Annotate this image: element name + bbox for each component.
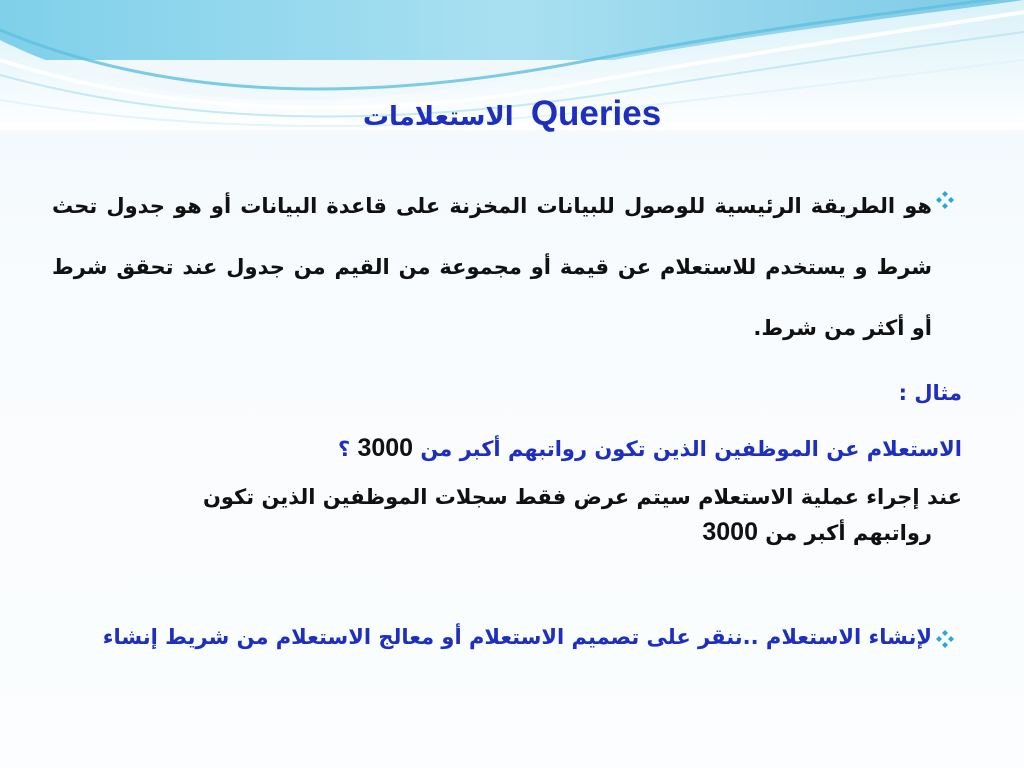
example-answer-line2-text: رواتبهم أكبر من — [765, 521, 932, 545]
title-arabic: الاستعلامات — [362, 102, 514, 132]
example-question-number: 3000 — [357, 434, 414, 462]
example-answer-number: 3000 — [702, 518, 758, 546]
example-question — [338, 432, 962, 465]
title-english: Queries — [530, 94, 662, 133]
slide-title — [0, 92, 1024, 139]
example-answer-line2 — [102, 515, 932, 551]
example-question-mark: ؟ — [337, 437, 351, 461]
diamond-bullet-icon — [934, 189, 956, 211]
diamond-bullet-icon — [934, 628, 956, 650]
create-query-paragraph: لإنشاء الاستعلام ..ننقر على تصميم الاستعلام أو معالج الاستعلام من شريط إنشاء — [102, 625, 932, 649]
example-answer-line1: عند إجراء عملية الاستعلام سيتم عرض فقط سجلات الموظفين الذين تكون — [202, 485, 962, 509]
example-label: مثال : — [898, 381, 962, 405]
example-question-text: الاستعلام عن الموظفين الذين تكون رواتبهم أكبر من — [420, 437, 962, 461]
definition-paragraph: هو الطريقة الرئيسية للوصول للبيانات المخزنة على قاعدة البيانات أو هو جدول تحث شرط و يستخدم للاستعلام عن قيمة أو مجموعة من القيم من جدول عند تحقق شرط أو أكثر من شرط. — [52, 194, 932, 340]
example-answer — [102, 480, 962, 551]
